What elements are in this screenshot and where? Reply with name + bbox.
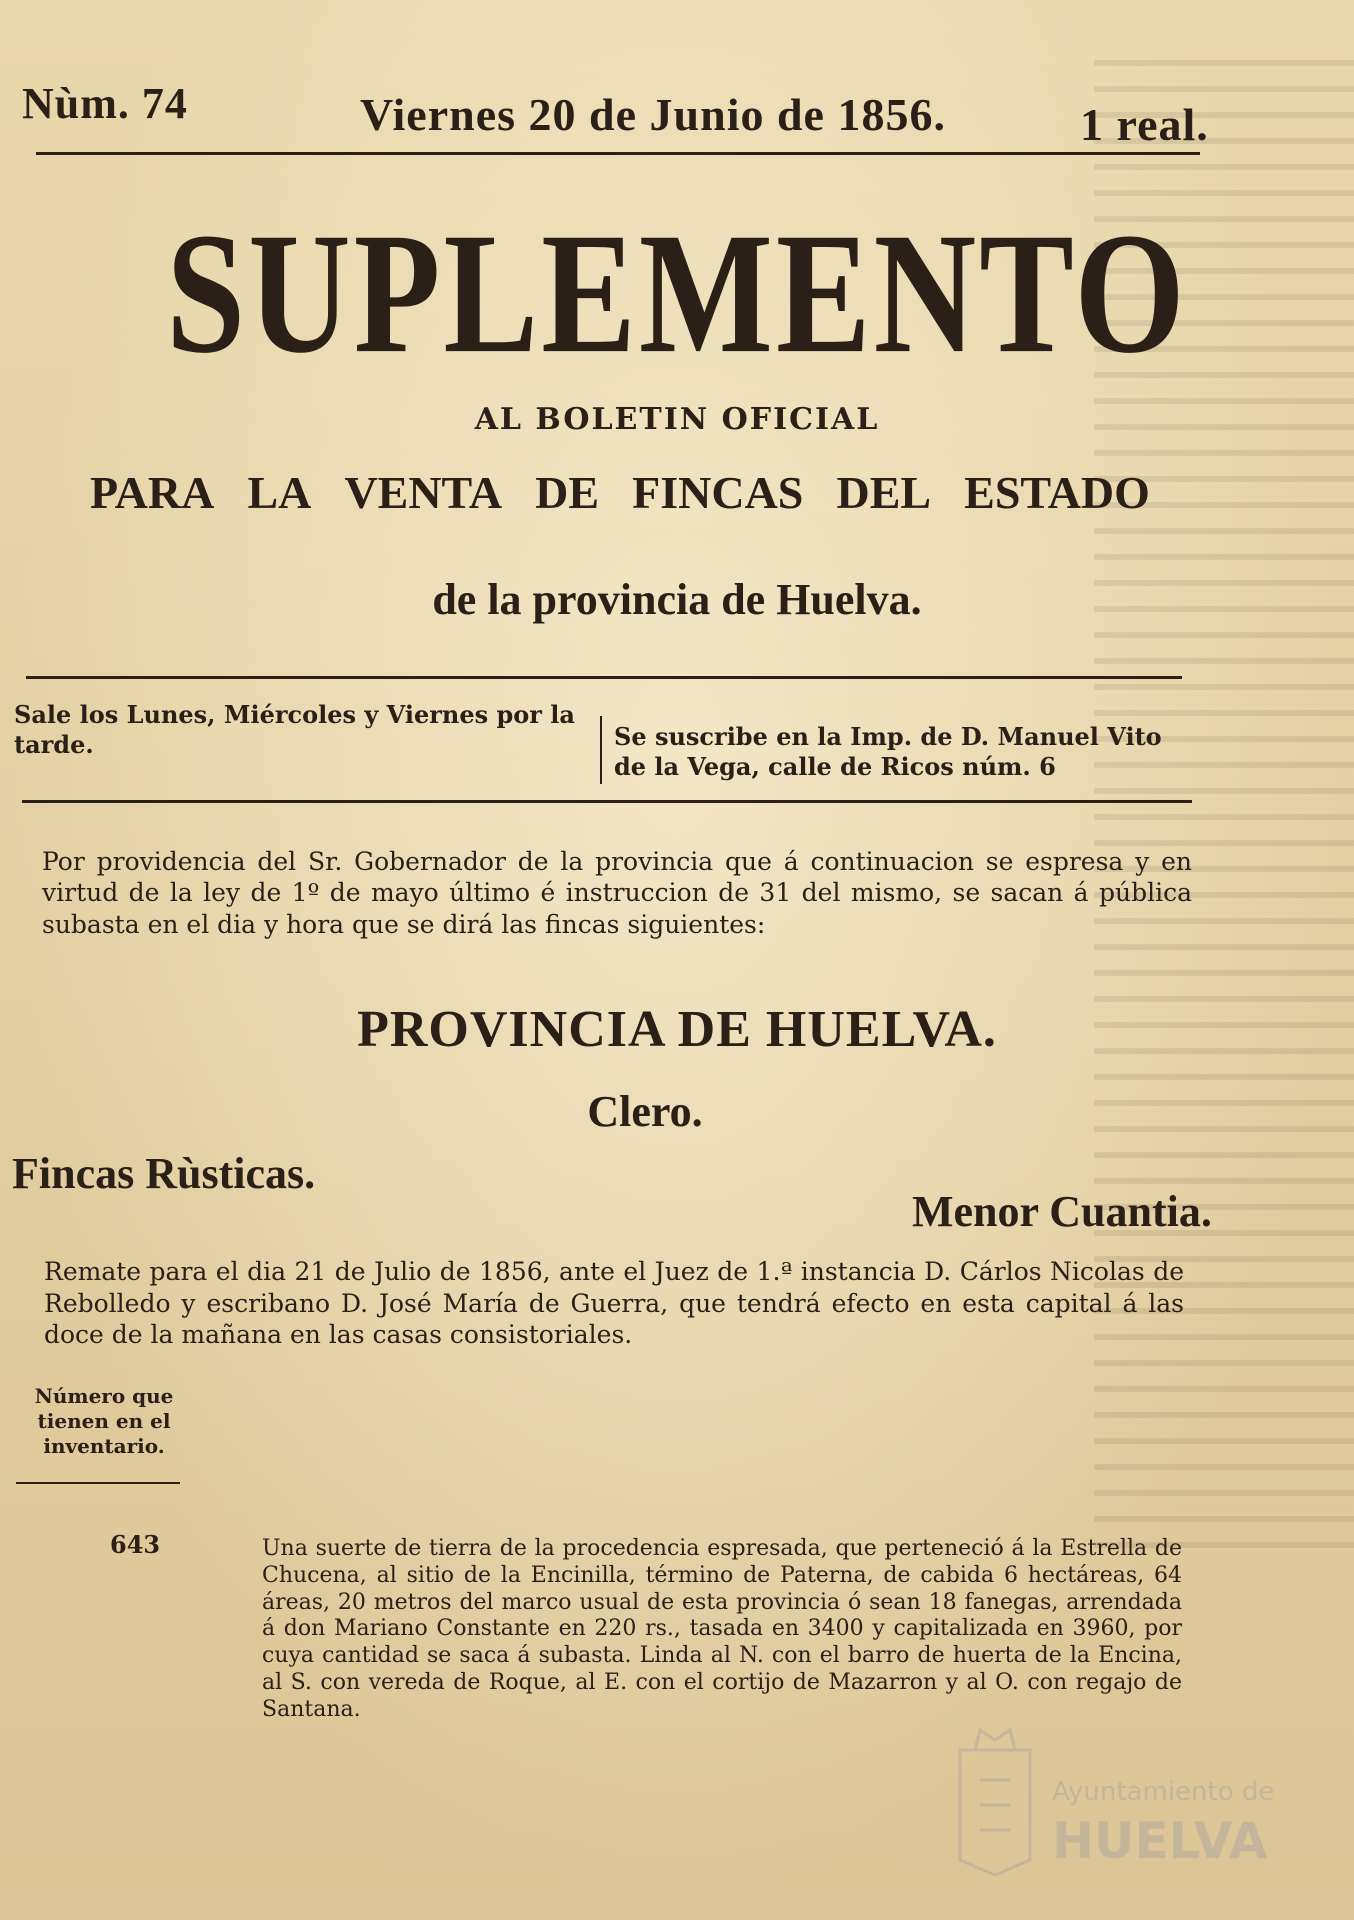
info-rule-bottom bbox=[22, 800, 1192, 803]
issue-number: Nùm. 74 bbox=[22, 79, 188, 128]
subtitle-word: FINCAS bbox=[632, 467, 804, 518]
info-divider bbox=[600, 716, 602, 784]
section-heading: Clero. bbox=[587, 1087, 703, 1136]
subtitle-boletin: AL BOLETIN OFICIAL bbox=[474, 402, 880, 437]
province-heading: PROVINCIA DE HUELVA. bbox=[357, 1001, 997, 1058]
lot-number: 643 bbox=[110, 1530, 161, 1559]
category-rusticas: Fincas Rùsticas. bbox=[12, 1149, 316, 1198]
subtitle-word: LA bbox=[247, 467, 312, 518]
watermark-line2: HUELVA bbox=[1052, 1812, 1268, 1870]
subtitle-word: PARA bbox=[90, 467, 215, 518]
subtitle-word: ESTADO bbox=[964, 467, 1150, 518]
subtitle-provincia: de la provincia de Huelva. bbox=[432, 575, 922, 624]
subtitle-word: DE bbox=[535, 467, 600, 518]
category-menor-cuantia: Menor Cuantia. bbox=[912, 1187, 1212, 1236]
intro-paragraph: Por providencia del Sr. Gobernador de la provincia que á continuacion se espresa y en virtud de la ley de 1º de mayo último é instruccion de 31 del mismo, se sacan á pública subasta en el dia y hora que se dirá las fincas siguientes: bbox=[42, 847, 1192, 939]
subtitle-venta bbox=[90, 466, 1150, 519]
lot-description: Una suerte de tierra de la procedencia espresada, que perteneció á la Estrella de Chucena, al sitio de la Encinilla, término de Paterna, de cabida 6 hectáreas, 64 áreas, 20 metros del marco usual de esta provincia ó sean 18 fanegas, arrendada á don Mariano Constante en 220 rs., tasada en 3400 y capitalizada en 3960, por cuya cantidad se saca á subasta. Linda al N. con el barro de huerta de la Encina, al S. con vereda de Roque, al E. con el cortijo de Mazarron y al O. con regajo de Santana. bbox=[262, 1536, 1182, 1722]
subtitle-word: VENTA bbox=[344, 467, 503, 518]
page-title: SUPLEMENTO bbox=[166, 196, 1188, 389]
info-rule-top bbox=[26, 676, 1182, 679]
inventory-column-header: Número que tienen en el inventario. bbox=[34, 1384, 174, 1458]
masthead-rule bbox=[36, 152, 1200, 155]
subtitle-word: DEL bbox=[836, 467, 932, 518]
publication-schedule: Sale los Lunes, Miércoles y Viernes por la tarde. bbox=[14, 700, 575, 759]
crown-icon bbox=[975, 1730, 1015, 1750]
issue-price: 1 real. bbox=[1080, 99, 1209, 150]
auction-notice: Remate para el dia 21 de Julio de 1856, ante el Juez de 1.ª instancia D. Cárlos Nicolas de Rebolledo y escribano D. José María de Guerra, que tendrá efecto en esta capital á las doce de la mañana en las casas consistoriales. bbox=[44, 1257, 1184, 1349]
column-header-rule bbox=[16, 1482, 180, 1484]
issue-date: Viernes 20 de Junio de 1856. bbox=[360, 89, 946, 140]
watermark-line1: Ayuntamiento de bbox=[1052, 1777, 1275, 1807]
publication-subscription: Se suscribe en la Imp. de D. Manuel Vito de la Vega, calle de Ricos núm. 6 bbox=[614, 722, 1162, 781]
archive-watermark bbox=[940, 1710, 1280, 1880]
shield-icon bbox=[960, 1750, 1030, 1875]
